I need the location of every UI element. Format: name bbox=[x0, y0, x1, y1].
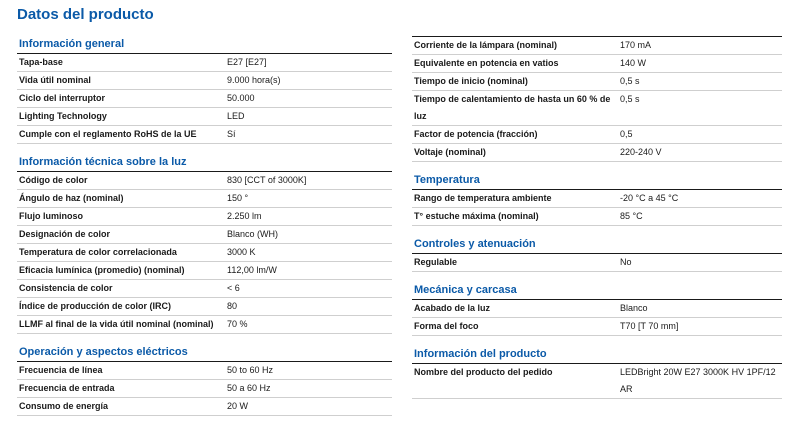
spec-label: Código de color bbox=[19, 175, 88, 185]
spec-value: LED bbox=[227, 111, 245, 121]
spec-row bbox=[17, 208, 392, 226]
section-title: Controles y atenuación bbox=[412, 236, 782, 254]
spec-label: Tiempo de inicio (nominal) bbox=[414, 76, 528, 86]
section-electricos-cont bbox=[412, 36, 782, 162]
spec-label: Voltaje (nominal) bbox=[414, 147, 486, 157]
spec-label: Consumo de energía bbox=[19, 401, 109, 411]
spec-label: Frecuencia de entrada bbox=[19, 383, 115, 393]
spec-label: LLMF al final de la vida útil nominal (nominal) bbox=[19, 319, 214, 329]
section-title: Operación y aspectos eléctricos bbox=[17, 344, 392, 362]
spec-value: No bbox=[620, 257, 632, 267]
spec-row bbox=[17, 226, 392, 244]
spec-value: 50 a 60 Hz bbox=[227, 383, 271, 393]
spec-value: 140 W bbox=[620, 58, 647, 68]
spec-value: 80 bbox=[227, 301, 238, 311]
spec-value: 170 mA bbox=[620, 40, 652, 50]
spec-value: 830 [CCT of 3000K] bbox=[227, 175, 307, 185]
spec-label: Regulable bbox=[414, 257, 458, 267]
section-info-general bbox=[17, 36, 392, 144]
spec-value: Blanco bbox=[620, 303, 648, 313]
left-column bbox=[17, 36, 392, 426]
spec-label: Temperatura de color correlacionada bbox=[19, 247, 177, 257]
spec-value: 2.250 lm bbox=[227, 211, 262, 221]
section-controles-atenuacion bbox=[412, 236, 782, 272]
spec-row bbox=[17, 262, 392, 280]
spec-label: Rango de temperatura ambiente bbox=[414, 193, 552, 203]
spec-label: Ciclo del interruptor bbox=[19, 93, 106, 103]
spec-value: 220-240 V bbox=[620, 147, 662, 157]
section-temperatura bbox=[412, 172, 782, 226]
spec-label: Índice de producción de color (IRC) bbox=[19, 301, 172, 311]
spec-row bbox=[412, 73, 782, 91]
section-info-tecnica-luz bbox=[17, 154, 392, 334]
spec-row bbox=[412, 37, 782, 55]
spec-value: 112,00 lm/W bbox=[227, 265, 277, 275]
spec-row bbox=[17, 72, 392, 90]
spec-row bbox=[412, 144, 782, 162]
spec-value: 70 % bbox=[227, 319, 248, 329]
spec-row bbox=[17, 172, 392, 190]
spec-label: Vida útil nominal bbox=[19, 75, 91, 85]
spec-row bbox=[17, 90, 392, 108]
spec-value: LEDBright 20W E27 3000K HV 1PF/12 AR bbox=[620, 367, 776, 394]
section-title: Información técnica sobre la luz bbox=[17, 154, 392, 172]
spec-value: 0,5 s bbox=[620, 76, 640, 86]
right-column bbox=[412, 36, 782, 409]
section-title: Información del producto bbox=[412, 346, 782, 364]
section-title: Información general bbox=[17, 36, 392, 54]
spec-row bbox=[17, 298, 392, 316]
spec-label: Forma del foco bbox=[414, 321, 479, 331]
spec-value: E27 [E27] bbox=[227, 57, 267, 67]
spec-label: Ángulo de haz (nominal) bbox=[19, 193, 124, 203]
spec-row bbox=[17, 316, 392, 334]
section-mecanica-carcasa bbox=[412, 282, 782, 336]
spec-value: Sí bbox=[227, 129, 236, 139]
spec-row bbox=[17, 244, 392, 262]
spec-row bbox=[17, 190, 392, 208]
spec-value: Blanco (WH) bbox=[227, 229, 279, 239]
spec-label: Factor de potencia (fracción) bbox=[414, 129, 538, 139]
spec-row bbox=[412, 91, 782, 126]
spec-label: Corriente de la lámpara (nominal) bbox=[414, 40, 558, 50]
spec-label: Lighting Technology bbox=[19, 111, 107, 121]
spec-value: -20 °C a 45 °C bbox=[620, 193, 679, 203]
spec-value: 0,5 s bbox=[620, 94, 640, 104]
spec-row bbox=[412, 208, 782, 226]
spec-row bbox=[412, 364, 782, 399]
section-operacion-electricos bbox=[17, 344, 392, 416]
spec-label: Cumple con el reglamento RoHS de la UE bbox=[19, 129, 197, 139]
spec-row bbox=[412, 300, 782, 318]
spec-value: 9.000 hora(s) bbox=[227, 75, 281, 85]
spec-label: Equivalente en potencia en vatios bbox=[414, 58, 559, 68]
spec-label: Eficacia lumínica (promedio) (nominal) bbox=[19, 265, 185, 275]
spec-value: 150 ° bbox=[227, 193, 249, 203]
spec-row bbox=[17, 380, 392, 398]
spec-label: Tapa-base bbox=[19, 57, 63, 67]
spec-value: 20 W bbox=[227, 401, 249, 411]
spec-row bbox=[412, 190, 782, 208]
spec-value: 3000 K bbox=[227, 247, 256, 257]
spec-value: 85 °C bbox=[620, 211, 643, 221]
spec-label: Designación de color bbox=[19, 229, 111, 239]
spec-row bbox=[17, 362, 392, 380]
spec-label: T° estuche máxima (nominal) bbox=[414, 211, 539, 221]
spec-row bbox=[412, 55, 782, 73]
spec-label: Nombre del producto del pedido bbox=[414, 367, 553, 377]
spec-label: Acabado de la luz bbox=[414, 303, 491, 313]
spec-label: Frecuencia de línea bbox=[19, 365, 103, 375]
spec-row bbox=[412, 318, 782, 336]
section-title: Mecánica y carcasa bbox=[412, 282, 782, 300]
spec-label: Consistencia de color bbox=[19, 283, 113, 293]
spec-row bbox=[17, 126, 392, 144]
spec-label: Flujo luminoso bbox=[19, 211, 83, 221]
spec-row bbox=[412, 126, 782, 144]
section-info-producto bbox=[412, 346, 782, 399]
spec-value: 0,5 bbox=[620, 129, 633, 139]
spec-row bbox=[412, 254, 782, 272]
spec-value: 50 to 60 Hz bbox=[227, 365, 274, 375]
spec-row bbox=[17, 54, 392, 72]
spec-row bbox=[17, 108, 392, 126]
section-title: Temperatura bbox=[412, 172, 782, 190]
spec-row bbox=[17, 398, 392, 416]
spec-value: 50.000 bbox=[227, 93, 255, 103]
spec-value: < 6 bbox=[227, 283, 240, 293]
spec-value: T70 [T 70 mm] bbox=[620, 321, 679, 331]
spec-label: Tiempo de calentamiento de hasta un 60 % de luz bbox=[414, 94, 611, 121]
page-title: Datos del producto bbox=[17, 6, 154, 23]
spec-row bbox=[17, 280, 392, 298]
